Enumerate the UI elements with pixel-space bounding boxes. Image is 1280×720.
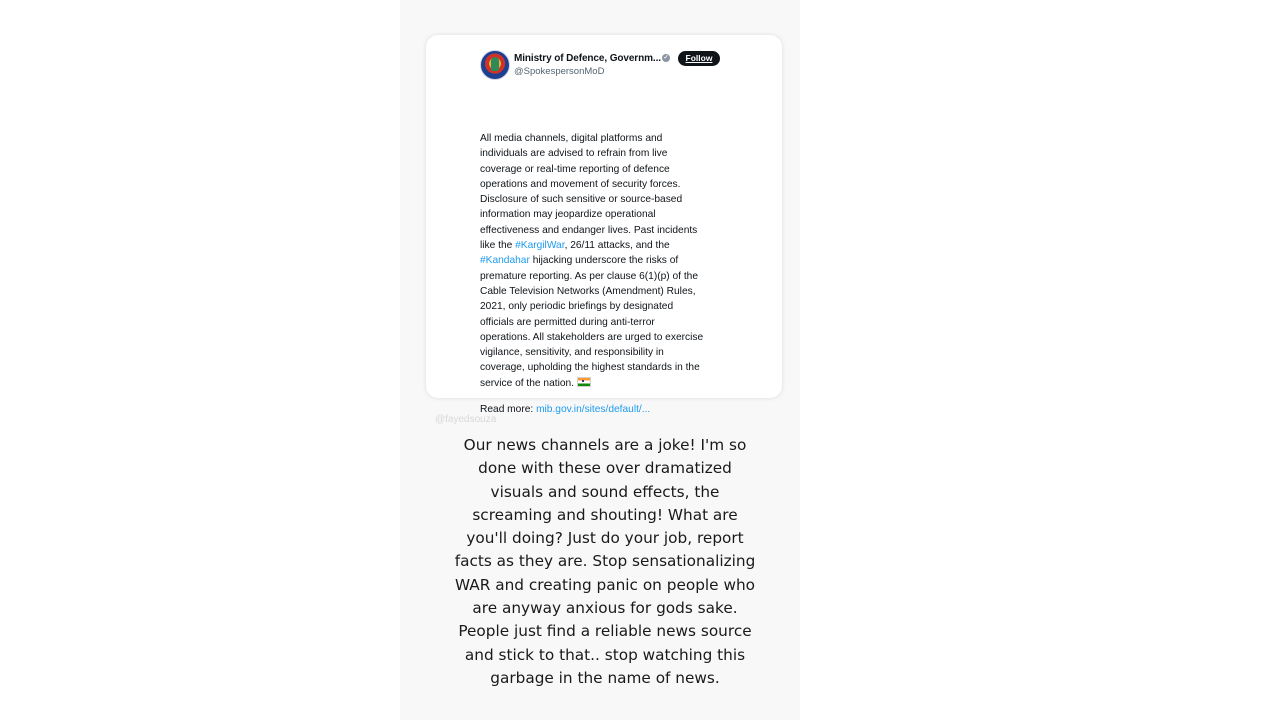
caption-line: WAR and creating panic on people who [454, 575, 756, 594]
tweet-text-fragment: service of the nation. [480, 377, 577, 389]
tweet-content [478, 49, 734, 415]
story-frame [400, 0, 800, 720]
tweet-line: Cable Television Networks (Amendment) Rules, [480, 285, 696, 297]
ministry-avatar[interactable] [480, 50, 510, 80]
caption-line: facts as they are. Stop sensationalizing [454, 552, 756, 571]
india-flag-icon [577, 377, 591, 387]
tweet-line: information may jeopardize operational [480, 209, 656, 221]
tweet-line: operations. All stakeholders are urged to exercise [480, 331, 704, 343]
account-display-name[interactable]: Ministry of Defence, Governm... [514, 53, 661, 64]
read-more-label: Read more: [480, 404, 537, 415]
tweet-text-fragment: , 26/11 attacks, and the [564, 240, 670, 252]
hashtag-kargilwar-link[interactable]: #KargilWar [515, 240, 565, 252]
tweet-line [480, 376, 736, 391]
author-watermark: @fayedsouza [435, 414, 497, 425]
tweet-line: officials are permitted during anti-terror [480, 316, 655, 328]
read-more [480, 404, 650, 415]
verified-badge-icon: ✓ [663, 55, 669, 61]
tweet-line: coverage or real-time reporting of defence [480, 163, 670, 175]
tweet-line: operations and movement of security forces. [480, 178, 681, 190]
tweet-line: All media channels, digital platforms and [480, 133, 663, 144]
tweet-text [480, 131, 736, 391]
tweet-line: individuals are advised to refrain from live [480, 148, 668, 160]
tweet-line: effectiveness and endanger lives. Past incidents [480, 224, 698, 236]
caption-line: and stick to that.. stop watching this [464, 645, 746, 664]
hashtag-kandahar-link[interactable]: #Kandahar [480, 255, 530, 267]
caption-line: Our news channels are a joke! I'm so [463, 436, 747, 454]
caption-line: are anyway anxious for gods sake. [472, 599, 738, 618]
story-caption [420, 434, 790, 690]
tweet-screenshot-card [426, 35, 782, 415]
tweet-header [514, 51, 744, 67]
tweet-line [480, 238, 736, 253]
caption-line: visuals and sound effects, the [490, 482, 720, 501]
tweet-text-fragment: like the [480, 240, 516, 252]
caption-line: garbage in the name of news. [490, 668, 720, 687]
tweet-line: premature reporting. As per clause 6(1)(p) of the [480, 270, 699, 282]
follow-button[interactable]: Follow [678, 51, 720, 66]
caption-line: screaming and shouting! What are [472, 505, 738, 524]
tweet-line [480, 253, 736, 268]
caption-line: People just find a reliable news source [458, 622, 752, 641]
tweet-line: vigilance, sensitivity, and responsibility in [480, 347, 664, 359]
account-handle[interactable]: @SpokespersonMoD [514, 66, 605, 77]
read-more-link[interactable]: mib.gov.in/sites/default/... [536, 404, 651, 415]
tweet-line: Disclosure of such sensitive or source-based [480, 194, 683, 206]
tweet-text-fragment: hijacking underscore the risks of [529, 255, 679, 267]
caption-line: you'll doing? Just do your job, report [466, 529, 744, 548]
caption-line: done with these over dramatized [478, 459, 732, 478]
emblem-icon [491, 57, 499, 71]
tweet-line: 2021, only periodic briefings by designated [480, 301, 674, 313]
tweet-line: coverage, upholding the highest standards in the [480, 362, 700, 374]
